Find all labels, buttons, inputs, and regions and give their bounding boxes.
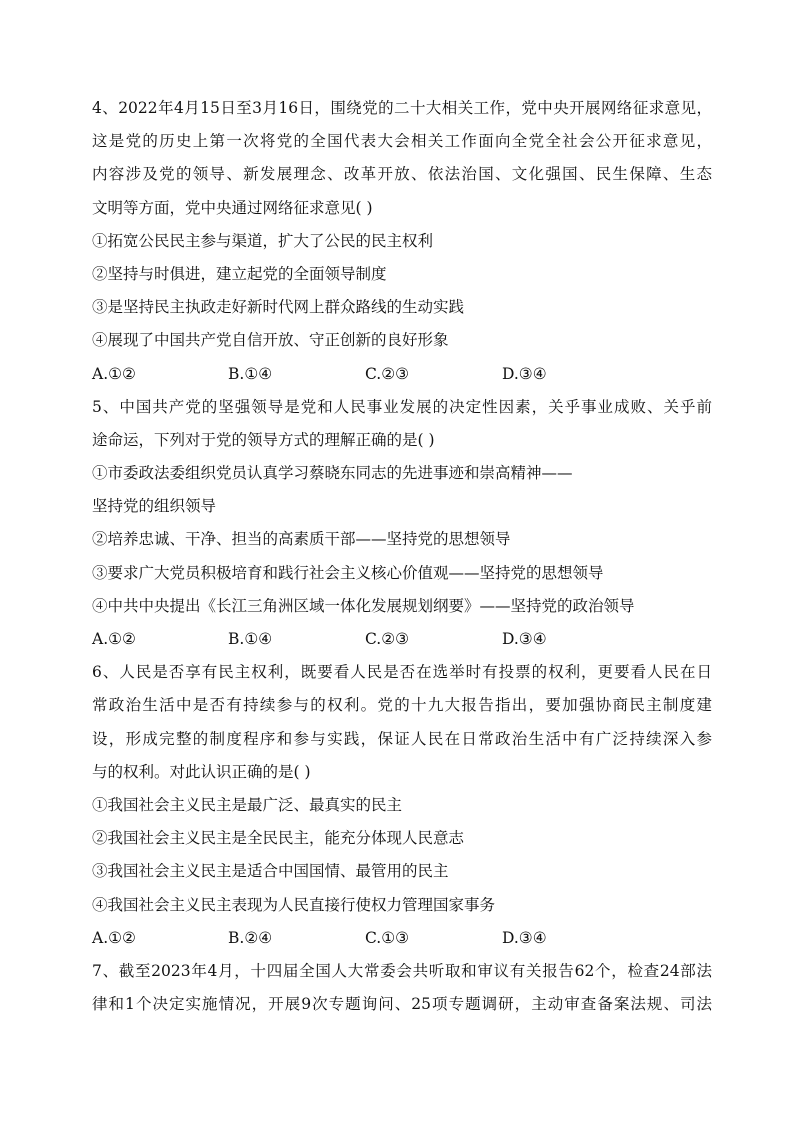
statement-1: ①我国社会主义民主是最广泛、最真实的民主 [92,795,403,814]
question-stem-line: 与的权利。对此认识正确的是( ) [92,762,311,781]
option-b[interactable]: B.①④ [228,364,273,383]
option-c[interactable]: C.②③ [365,364,410,383]
option-d[interactable]: D.③④ [502,364,547,383]
option-a[interactable]: A.①② [92,928,136,947]
question-stem-line: 文明等方面，党中央通过网络征求意见( ) [92,198,373,217]
question-6 [92,656,712,955]
statement-2: ②我国社会主义民主是全民民主，能充分体现人民意志 [92,829,465,848]
question-4 [92,92,712,391]
option-c[interactable]: C.②③ [365,630,410,648]
question-stem-line: 7、截至2023年4月，十四届全国人大常委会共听取和审议有关报告62个，检查24部法 [92,961,712,980]
statement-4: ④我国社会主义民主表现为人民直接行使权力管理国家事务 [92,895,496,914]
option-b[interactable]: B.①④ [228,630,273,648]
question-5 [92,391,712,657]
option-c[interactable]: C.①③ [365,928,410,947]
question-stem-line: 4、2022年4月15日至3月16日，围绕党的二十大相关工作，党中央开展网络征求意见， [92,99,712,117]
question-stem-line: 常政治生活中是否有持续参与的权利。党的十九大报告指出，要加强协商民主制度建 [92,696,712,715]
exam-page [92,92,712,1021]
option-a[interactable]: A.①② [92,630,136,648]
statement-3: ③我国社会主义民主是适合中国国情、最管用的民主 [92,862,449,881]
statement-1-continued: 坚持党的组织领导 [92,497,217,516]
question-stem-line: 5、中国共产党的坚强领导是党和人民事业发展的决定性因素，关乎事业成败、关乎前 [92,397,712,416]
option-b[interactable]: B.②④ [228,928,273,947]
question-stem-line: 6、人民是否享有民主权利，既要看人民是否在选举时有投票的权利，更要看人民在日 [92,663,712,682]
question-7 [92,955,712,1021]
answer-options [92,922,712,955]
statement-1: ①拓宽公民民主参与渠道，扩大了公民的民主权利 [92,231,434,250]
option-d[interactable]: D.③④ [502,928,547,947]
statement-4: ④中共中央提出《长江三角洲区域一体化发展规划纲要》——坚持党的政治领导 [92,596,635,615]
question-stem-line: 途命运，下列对于党的领导方式的理解正确的是( ) [92,430,435,449]
statement-1: ①市委政法委组织党员认真学习蔡晓东同志的先进事迹和崇高精神—— [92,464,573,483]
option-d[interactable]: D.③④ [502,630,547,648]
statement-2: ②坚持与时俱进，建立起党的全面领导制度 [92,264,387,283]
answer-options [92,358,712,391]
statement-2: ②培养忠诚、干净、担当的高素质干部——坚持党的思想领导 [92,530,511,549]
option-a[interactable]: A.①② [92,364,136,383]
statement-3: ③要求广大党员积极培育和践行社会主义核心价值观——坚持党的思想领导 [92,563,604,582]
question-stem-line: 这是党的历史上第一次将党的全国代表大会相关工作面向全党全社会公开征求意见， [92,132,712,151]
statement-3: ③是坚持民主执政走好新时代网上群众路线的生动实践 [92,298,465,317]
question-stem-line: 律和1个决定实施情况，开展9次专题询问、25项专题调研，主动审查备案法规、司法 [92,995,712,1014]
question-stem-line: 内容涉及党的领导、新发展理念、改革开放、依法治国、文化强国、民生保障、生态 [92,165,712,184]
answer-options [92,623,712,656]
statement-4: ④展现了中国共产党自信开放、守正创新的良好形象 [92,331,449,350]
question-stem-line: 设，形成完整的制度程序和参与实践，保证人民在日常政治生活中有广泛持续深入参 [92,729,712,748]
